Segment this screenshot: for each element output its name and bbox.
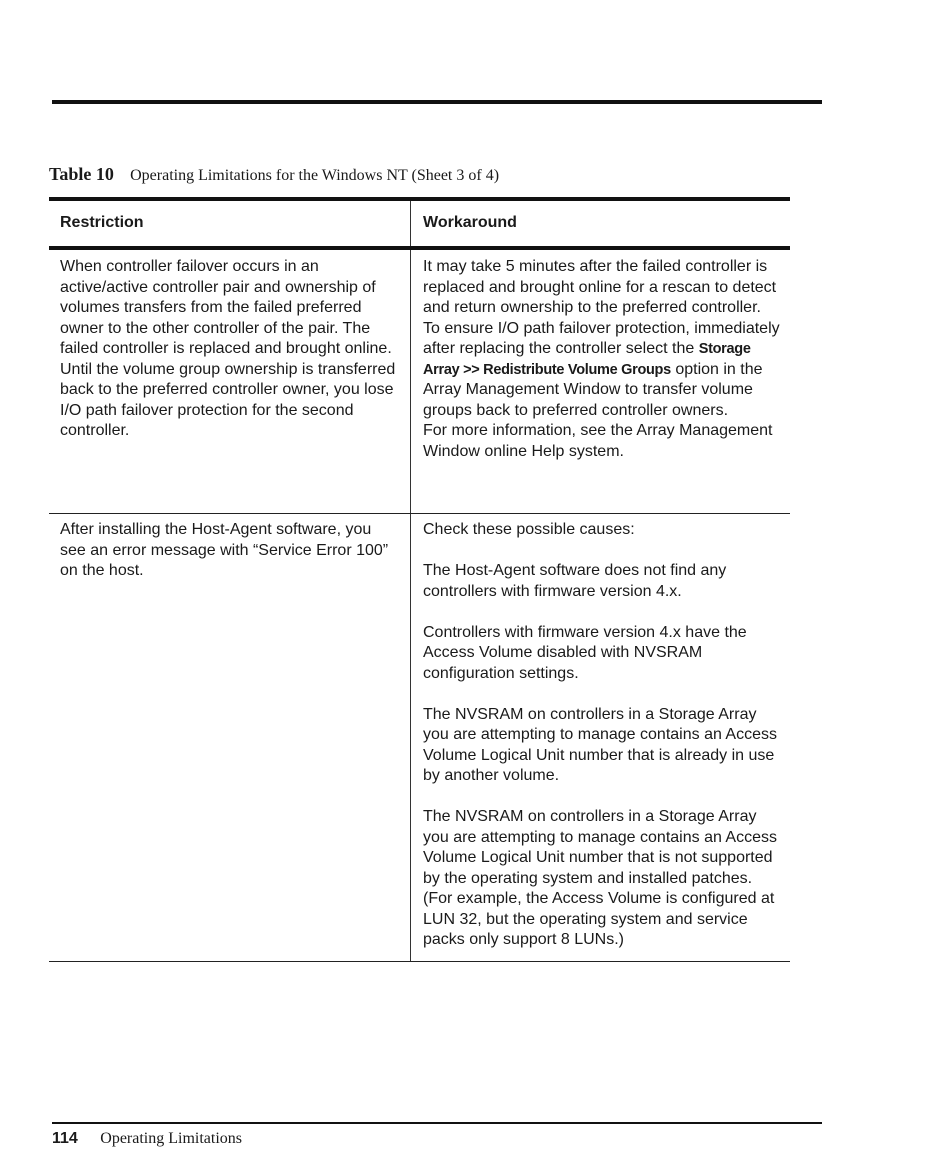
- cause-paragraph: The NVSRAM on controllers in a Storage Array you are attempting to manage contains an Access Volume Logical Unit number that is not supported by the operating system and installed patches. (For example, the Access Volume is configured at LUN 32, but the operating system and service packs only support 8 LUNs.): [423, 808, 777, 948]
- table-caption: [49, 164, 499, 185]
- footer-rule: [52, 1122, 822, 1124]
- menu-command: Storage Array >> Redistribute Volume Groups: [423, 341, 751, 378]
- table-bottom-rule: [49, 961, 790, 962]
- cause-paragraph: The NVSRAM on controllers in a Storage Array you are attempting to manage contains an Access Volume Logical Unit number that is already in use by another volume.: [423, 705, 777, 784]
- workaround-intro: Check these possible causes:: [423, 521, 635, 538]
- header-workaround: Workaround: [410, 201, 790, 246]
- page-number: 114: [52, 1130, 78, 1147]
- workaround-paragraph: For more information, see the Array Management Window online Help system.: [423, 422, 773, 460]
- table-header-row: [49, 201, 790, 246]
- section-title: Operating Limitations: [100, 1130, 243, 1147]
- table-row: [49, 514, 790, 961]
- table-title: Operating Limitations for the Windows NT (Sheet 3 of 4): [130, 167, 500, 184]
- page-footer: [52, 1130, 242, 1148]
- workaround-cell: [410, 514, 790, 961]
- header-rule: [52, 100, 822, 104]
- restriction-cell: After installing the Host-Agent software, you see an error message with “Service Error 100” on the host.: [60, 521, 389, 579]
- workaround-paragraph: [423, 319, 782, 422]
- limitations-table: [49, 197, 790, 962]
- table-row: [49, 250, 790, 513]
- workaround-text: option in the Array Management Window to transfer volume groups back to preferred controller owners.: [423, 360, 763, 419]
- table-number: Table 10: [49, 164, 114, 184]
- cause-paragraph: Controllers with firmware version 4.x have the Access Volume disabled with NVSRAM configuration settings.: [423, 623, 747, 682]
- workaround-text: To ensure I/O path failover protection, immediately after replacing the controller select the: [423, 319, 780, 357]
- workaround-cell: [410, 250, 790, 513]
- workaround-paragraph: It may take 5 minutes after the failed controller is replaced and brought online for a rescan to detect and return ownership to the preferred controller.: [423, 258, 777, 316]
- header-restriction: Restriction: [60, 214, 144, 231]
- restriction-cell: When controller failover occurs in an active/active controller pair and ownership of volumes transfers from the failed preferred owner to the other controller of the pair. The failed controller is replaced and brought online. Until the volume group ownership is transferred back to the preferred controller owner, you lose I/O path failover protection for the second controller.: [60, 258, 396, 439]
- cause-paragraph: The Host-Agent software does not find any controllers with firmware version 4.x.: [423, 562, 727, 600]
